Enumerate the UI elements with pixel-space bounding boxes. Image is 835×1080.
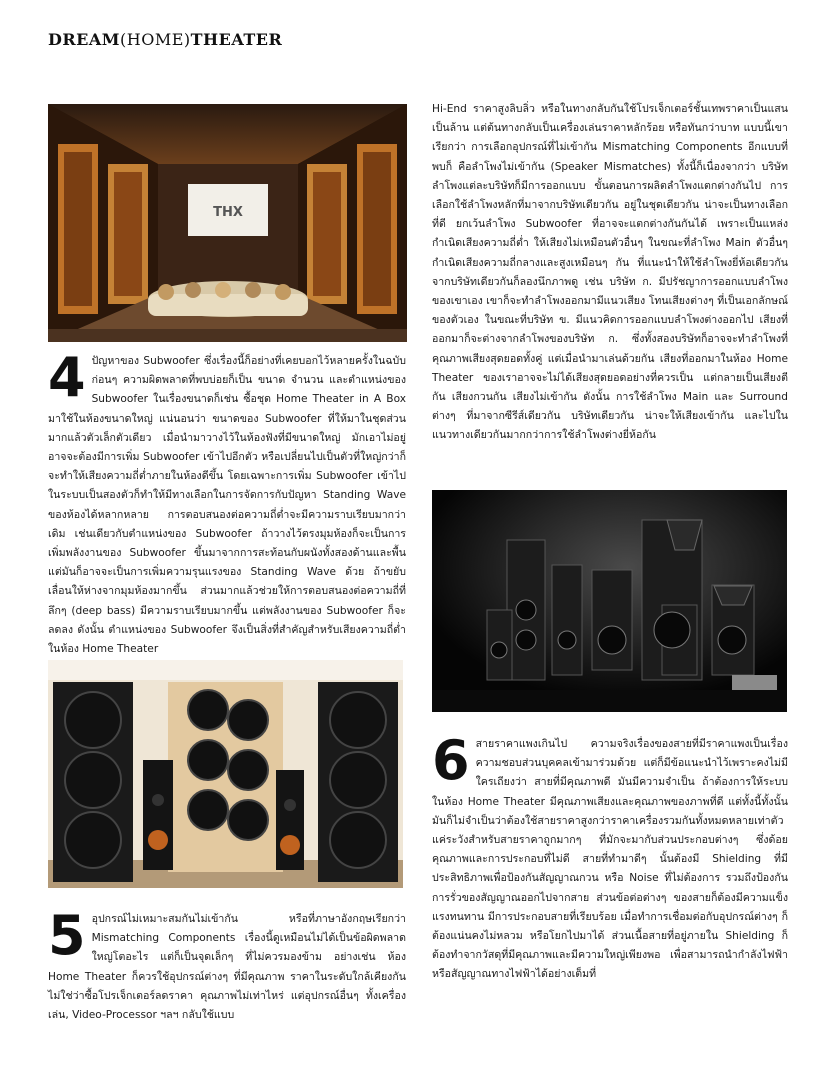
section-5-number: 5 bbox=[48, 904, 86, 967]
theater-room-photo bbox=[48, 104, 407, 342]
section-5-text: อุปกรณ์ไม่เหมาะสมกันไม่เข้ากัน หรือที่ภาษาอังกฤษเรียกว่า Mismatching Components เรื่องนี้ดูเหมือนไม่ได้เป็นข้อผิดพลาดใหญ่โตอะไร แต่ก็เป็นจุดเล็กๆ ที่ไม่ควรมองข้าม อย่างเช่น ห้อง Home Theater ก็ควรใช้อุปกรณ์ต่างๆ ที่มีคุณภาพ ราคาในระดับใกล้เคียงกัน ไม่ใช่ว่าซื้อโปรเจ็กเตอร์ลดราคา คุณภาพไม่เท่าไหร่ แต่อุปกรณ์อื่นๆ ทั้งเครื่องเล่น, Video-Processor ฯลฯ กลับใช้แบบ bbox=[48, 913, 406, 1022]
section-6 bbox=[432, 729, 788, 985]
section-4-number: 4 bbox=[48, 346, 86, 409]
speaker-lineup-photo bbox=[432, 490, 787, 712]
theater-room-illustration bbox=[48, 104, 407, 342]
masthead-theater: THEATER bbox=[190, 30, 283, 49]
thx-logo: THX bbox=[213, 205, 243, 220]
section-4 bbox=[48, 346, 406, 659]
section-5 bbox=[48, 904, 406, 1025]
section-4-text: ปัญหาของ Subwoofer ซึ่งเรื่องนี้ก็อย่างที่เคยบอกไว้หลายครั้งในฉบับก่อนๆ ความผิดพลาดที่พบบ่อยก็เป็น ขนาด จำนวน และตำแหน่งของ Subwoofer ในเรื่องขนาดก็เช่น ซื้อชุด Home Theater in A Box มาใช้ในห้องขนาดใหญ่ แน่นอนว่า ขนาดของ Subwoofer ที่ให้มาในชุดส่วนมากแล้วตัวเล็กตัวเดียว เมื่อนำมาวางไว้ในห้องฟังที่มีขนาดใหญ่ มักเอาไม่อยู่ อาจจะต้องมีการเพิ่ม Subwoofer เข้าไปอีกตัว หรือเปลี่ยนไปเป็นตัวที่ใหญ่กว่าก็จะทำให้เสียงความถี่ต่ำภายในห้องดีขึ้น โดยเฉพาะการเพิ่ม Subwoofer เข้าไปในระบบเป็นสองตัวก็ทำให้มีทางเลือกในการจัดการกับปัญหา Standing Wave ของห้องได้หลากหลาย การตอบสนองต่อความถี่ต่ำจะมีความราบเรียบมากว่าเดิม เช่นเดียวกับตำแหน่งของ Subwoofer ถ้าวางไว้ตรงมุมห้องก็จะเป็นการเพิ่มพลังงานของ Subwoofer ขึ้นมาจากการสะท้อนกับผนังทั้งสองด้านและพื้น แต่มันก็อาจจะเป็นการเพิ่มความรุนแรงของ Standing Wave ด้วย ถ้าขยับเลื่อนให้ห่างจากมุมห้องมากขึ้น ส่วนมากแล้วช่วยให้การตอบสนองต่อความถี่ที่ลึกๆ (deep bass) มีความราบเรียบมากขึ้น แต่พลังงานของ Subwoofer ก็จะลดลง ดังนั้น ตำแหน่งของ Subwoofer จึงเป็นสิ่งที่สำคัญสำหรับเสียงความถี่ต่ำในห้อง Home Theater bbox=[48, 355, 406, 656]
section-6-number: 6 bbox=[432, 729, 470, 792]
masthead-home: (HOME) bbox=[120, 30, 191, 49]
masthead-dream: DREAM bbox=[48, 30, 120, 49]
section-5-continued bbox=[432, 100, 788, 446]
section-6-text: สายราคาแพงเกินไป ความจริงเรื่องของสายที่มีราคาแพงเป็นเรื่องความชอบส่วนบุคคลเข้ามาร่วมด้วย แต่ก็มีข้อแนะนำไว้เพราะคงไม่มีใครเถียงว่า สายที่มีคุณภาพดี มันมีความจำเป็น ถ้าต้องการให้ระบบในห้อง Home Theater มีคุณภาพเสียงและคุณภาพของภาพที่ดี แต่ทั้งนี้ทั้งนั้น มันก็ไม่จำเป็นว่าต้องใช้สายราคาสูงกว่าราคาเครื่องรวมกันทั้งหมดหลายเท่าตัว แค่ระวังสำหรับสายราคาถูกมากๆ ที่มักจะมากับส่วนประกอบต่างๆ ซึ่งด้อยคุณภาพและการประกอบที่ไม่ดี สายที่ทำมาดีๆ นั้นต้องมี Shielding ที่มีประสิทธิภาพเพื่อป้องกันสัญญาณกวน หรือ Noise ที่ไม่ต้องการ รวมถึงป้องกันการรั่วของสัญญาณออกไปจากสาย ส่วนข้อต่อต่างๆ ของสายก็ต้องมีความแข็งแรงทนทาน มีการประกอบสายที่เรียบร้อย เมื่อทำการเชื่อมต่อกับอุปกรณ์ต่างๆ ก็ต้องแน่นคงไม่หลวม หรือโยกไปมาได้ ส่วนเนื้อสายที่อยู่ภายใน Shielding ก็ต้องทำจากวัสดุที่มีคุณภาพและมีความใหญ่เพียงพอ เพื่อสามารถนำกำลังไฟฟ้าหรือสัญญาณทางไฟฟ้าได้อย่างเต็มที่ bbox=[432, 738, 788, 981]
section-5-continued-text: Hi-End ราคาสูงลิบลิ่ว หรือในทางกลับกันใช้โปรเจ็กเตอร์ชั้นเทพราคาเป็นแสนเป็นล้าน แต่ต้นทางกลับเป็นเครื่องเล่นราคาหลักร้อย หรือทันกว่าบาท แบบนี้เขาเรียกว่า การเลือกอุปกรณ์ที่ไม่เข้ากัน Mismatching Components อีกแบบที่พบก็ คือลำโพงไม่เข้ากัน (Speaker Mismatches) ทั้งนี้ก็เนื่องจากว่า บริษัทลำโพงแต่ละบริษัทก็มีการออกแบบ ขั้นตอนการผลิตลำโพงแตกต่างกันไป การเลือกใช้ลำโพงหลักที่มาจากบริษัทเดียวกัน อยู่ในชุดเดียวกัน น่าจะเป็นทางเลือกที่ดี ยกเว้นลำโพง Subwoofer ที่อาจจะแตกต่างกันกันได้ เพราะเป็นแหล่งกำเนิดเสียงความถี่ต่ำ ให้เสียงไม่เหมือนตัวอื่นๆ ในขณะที่ลำโพง Main ตัวอื่นๆ กำเนิดเสียงความถี่กลางและสูงเหมือนๆ กัน ที่แนะนำให้ใช้ลำโพงยี่ห้อเดียวกันจากบริษัทเดียวกันก็ลองนึกภาพดู เช่น บริษัท ก. มีปรัชญาการออกแบบลำโพงของเขาเอง เขาก็จะทำลำโพงออกมามีแนวเสียง โทนเสียงต่างๆ ที่เป็นเอกลักษณ์ของตัวเอง ในขณะที่บริษัท ข. มีแนวคิดการออกแบบลำโพงต่างออกไป เสียงที่ออกมาก็จะต่างจากลำโพงของบริษัท ก. ซึ่งทั้งสองบริษัทก็อาจจะทำลำโพงที่คุณภาพเสียงสุดยอดทั้งคู่ แต่เมื่อนำมาเล่นด้วยกัน เสียงที่ออกมาในห้อง Home Theater ของเราอาจจะไม่ได้เสียงสุดยอดอย่างที่ควรเป็น แต่กลายเป็นเสียงตีกัน เสียงกวนกัน เสียงไม่เข้ากัน ดังนั้น การใช้ลำโพง Main และ Surround ต่างๆ ที่มาจากซีรีส์เดียวกัน บริษัทเดียวกัน น่าจะให้เสียงเข้ากัน และไปในแนวทางเดียวกันมากกว่าการใช้ลำโพงต่างยี่ห้อกัน bbox=[432, 103, 788, 442]
subwoofer-wall-illustration bbox=[48, 660, 403, 888]
magazine-masthead bbox=[48, 30, 282, 49]
speaker-lineup-illustration bbox=[432, 490, 787, 712]
subwoofer-wall-photo bbox=[48, 660, 403, 888]
